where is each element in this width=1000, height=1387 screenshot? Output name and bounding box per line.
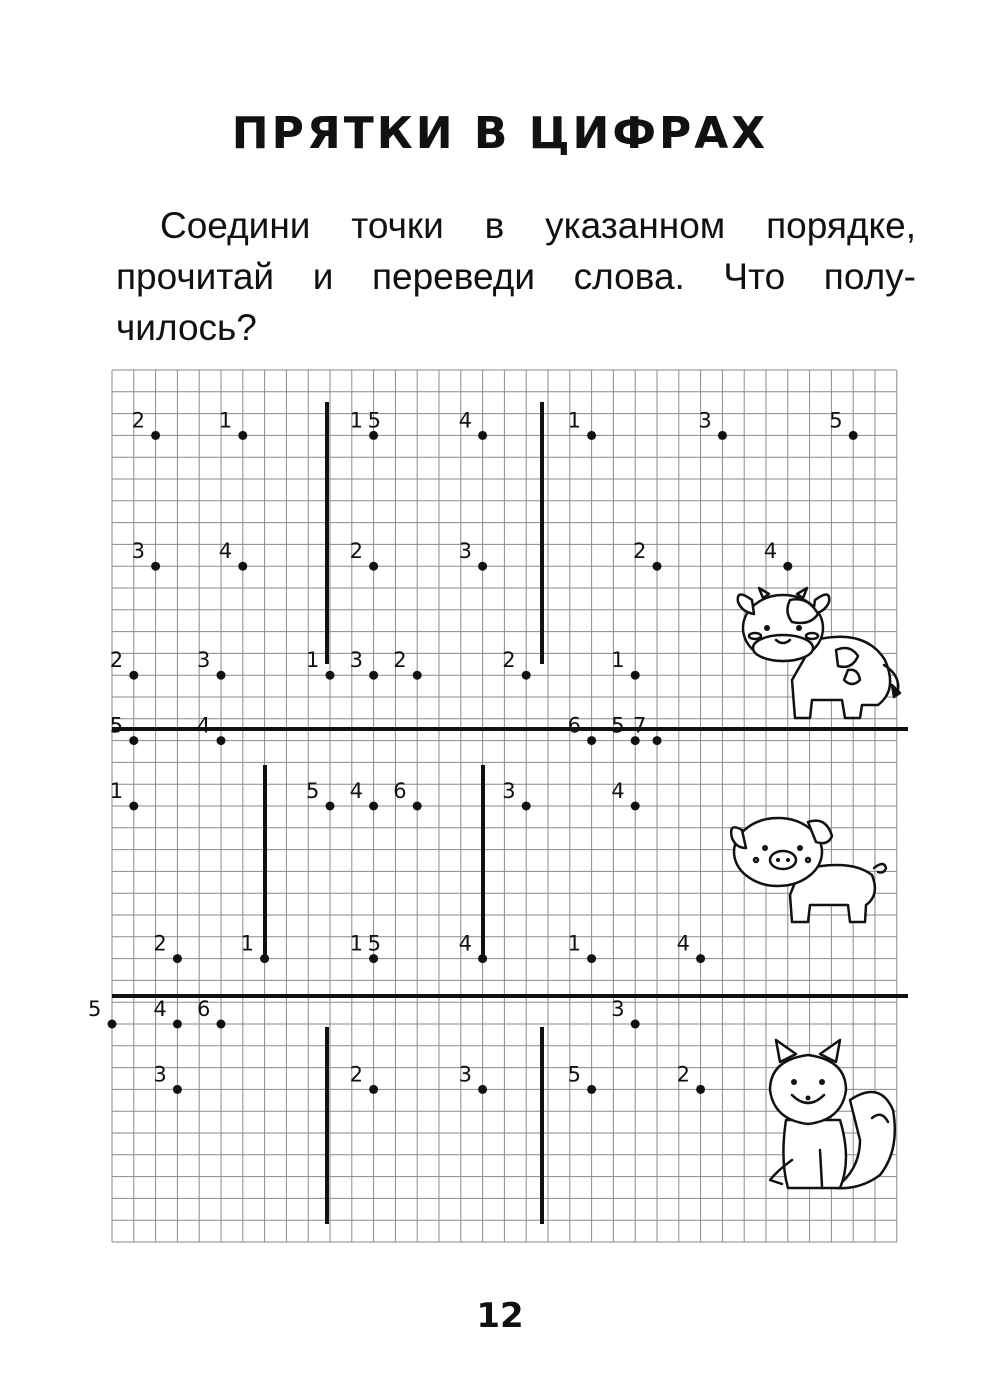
row-3-fox-letter-3-dot bbox=[696, 1085, 705, 1094]
row-3-fox-letter-1-label: 4 bbox=[153, 997, 167, 1021]
row-2-pig-letter-1-dot bbox=[217, 671, 226, 680]
row-1-cow-letter-3-label: 4 bbox=[763, 539, 778, 564]
row-1-cow-letter-3-dot bbox=[587, 431, 596, 440]
numbered-dots bbox=[88, 408, 858, 1094]
row-2-pig-letter-1-label: 3 bbox=[197, 648, 211, 673]
row-3-fox-letter-2-label: 3 bbox=[458, 1062, 472, 1087]
row-1-cow-letter-2-dot bbox=[478, 562, 487, 571]
row-2-pig-letter-3-dot bbox=[653, 736, 662, 745]
row-1-cow-letter-3-label: 2 bbox=[633, 539, 647, 564]
row-3-fox-letter-1-dot bbox=[173, 1085, 182, 1094]
row-3-fox-letter-1-label: 1 bbox=[240, 931, 254, 956]
row-1-cow-letter-1-label: 2 bbox=[131, 408, 145, 433]
row-2-pig-letter-2-dot bbox=[369, 802, 378, 811]
row-2-pig-letter-3-label: 1 bbox=[611, 648, 625, 673]
row-2-pig-letter-1-label: 2 bbox=[109, 648, 124, 673]
row-2-pig-letter-1-label: 5 bbox=[109, 713, 124, 738]
row-1-cow-letter-3-label: 1 bbox=[567, 408, 581, 433]
row-1-cow-letter-1-dot bbox=[238, 562, 247, 571]
row-1-cow-letter-1-dot bbox=[238, 431, 247, 440]
row-3-fox-letter-2-dot bbox=[369, 1085, 378, 1094]
row-3-fox-letter-3-dot bbox=[587, 1085, 596, 1094]
row-3-fox-letter-3-label: 5 bbox=[567, 1062, 581, 1087]
row-3-fox-letter-1-dot bbox=[173, 1020, 182, 1029]
row-3-fox-letter-1-label: 5 bbox=[88, 997, 102, 1021]
row-2-pig-letter-3-dot bbox=[631, 671, 640, 680]
row-1-cow-letter-2-label: 5 bbox=[367, 408, 381, 433]
row-2-pig-letter-3-dot bbox=[631, 802, 640, 811]
row-2-pig-letter-1-dot bbox=[129, 736, 138, 745]
fox-illustration bbox=[770, 1040, 895, 1188]
instruction-line-3: чилось? bbox=[116, 307, 257, 348]
row-3-fox-letter-2-label: 2 bbox=[349, 1062, 363, 1087]
cow-illustration bbox=[738, 588, 900, 718]
row-2-pig-letter-3-label: 5 bbox=[611, 713, 625, 738]
row-1-cow-letter-3-dot bbox=[653, 562, 662, 571]
row-3-fox-letter-1-label: 6 bbox=[197, 997, 211, 1021]
row-3-fox-letter-3-label: 2 bbox=[676, 1062, 690, 1087]
row-2-pig-letter-3-label: 2 bbox=[502, 648, 516, 673]
row-1-cow-letter-2-label: 2 bbox=[349, 539, 363, 564]
row-2-pig-letter-1-label: 4 bbox=[197, 713, 211, 738]
row-3-fox-letter-1-label: 3 bbox=[153, 1062, 167, 1087]
row-1-cow-letter-2-label: 4 bbox=[458, 408, 472, 433]
row-1-cow-letter-2-label: 3 bbox=[458, 539, 472, 564]
row-2-pig-letter-3-dot bbox=[522, 671, 531, 680]
row-2-pig-letter-1-dot bbox=[217, 736, 226, 745]
row-2-pig-letter-2-dot bbox=[413, 802, 422, 811]
row-3-fox-letter-3-dot bbox=[587, 954, 596, 963]
instruction-line-1: Соедини точки в указанном порядке, bbox=[160, 205, 916, 246]
row-2-pig-letter-2-label: 6 bbox=[393, 779, 407, 803]
row-1-cow-letter-1-label: 4 bbox=[218, 539, 233, 564]
row-1-cow-letter-1-dot bbox=[151, 431, 160, 440]
row-3-fox-letter-2-dot bbox=[478, 954, 487, 963]
row-3-fox-letter-3-dot bbox=[696, 954, 705, 963]
row-2-pig-letter-3-label: 4 bbox=[611, 779, 625, 803]
row-1-cow-letter-2-dot bbox=[369, 562, 378, 571]
row-1-cow-letter-3-dot bbox=[783, 562, 792, 571]
row-3-fox-letter-3-dot bbox=[631, 1020, 640, 1029]
row-3-fox-letter-3-label: 3 bbox=[611, 997, 625, 1021]
row-1-cow-letter-2-dot bbox=[478, 431, 487, 440]
row-2-pig-letter-2-dot bbox=[413, 671, 422, 680]
row-1-cow-letter-1-label: 1 bbox=[218, 408, 233, 433]
row-3-fox-letter-2-dot bbox=[478, 1085, 487, 1094]
row-2-pig-letter-2-label: 1 bbox=[306, 648, 320, 673]
row-1-cow-letter-3-label: 5 bbox=[829, 408, 843, 433]
row-2-pig-letter-2-label: 5 bbox=[306, 779, 320, 803]
row-2-pig-letter-1-dot bbox=[129, 671, 138, 680]
row-3-fox-letter-1-dot bbox=[217, 1020, 226, 1029]
row-2-pig-letter-2-label: 4 bbox=[349, 779, 363, 803]
row-2-pig-letter-3-label: 6 bbox=[567, 713, 581, 738]
row-2-pig-letter-3-dot bbox=[522, 802, 531, 811]
row-3-fox-letter-1-dot bbox=[260, 954, 269, 963]
row-2-pig-letter-2-label: 2 bbox=[393, 648, 407, 673]
row-3-fox-letter-1-dot bbox=[108, 1020, 117, 1029]
row-1-cow-letter-2-label: 1 bbox=[349, 408, 363, 433]
row-3-fox-letter-3-label: 1 bbox=[567, 931, 581, 956]
row-2-pig-letter-1-label: 1 bbox=[109, 779, 124, 803]
row-2-pig-letter-3-label: 7 bbox=[633, 713, 647, 738]
row-1-cow-letter-3-dot bbox=[718, 431, 727, 440]
instruction-line-2: прочитай и переведи слова. Что полу- bbox=[116, 256, 916, 297]
row-3-fox-letter-1-label: 2 bbox=[153, 931, 167, 956]
page-number: 12 bbox=[476, 1296, 524, 1336]
row-2-pig-letter-3-label: 3 bbox=[502, 779, 516, 803]
row-1-cow-letter-1-dot bbox=[151, 562, 160, 571]
row-2-pig-letter-2-dot bbox=[326, 671, 335, 680]
row-3-fox-letter-2-label: 5 bbox=[367, 931, 381, 956]
row-2-pig-letter-3-dot bbox=[587, 736, 596, 745]
row-2-pig-letter-2-dot bbox=[326, 802, 335, 811]
row-3-fox-letter-2-label: 4 bbox=[458, 931, 472, 956]
page-title: ПРЯТКИ В ЦИФРАХ bbox=[231, 108, 769, 159]
row-1-cow-letter-1-label: 3 bbox=[131, 539, 145, 564]
row-2-pig-letter-1-dot bbox=[129, 802, 138, 811]
row-2-pig-letter-2-label: 3 bbox=[349, 648, 363, 673]
row-3-fox-letter-2-label: 1 bbox=[349, 931, 363, 956]
row-1-cow-letter-3-label: 3 bbox=[698, 408, 712, 433]
pig-illustration bbox=[731, 818, 886, 922]
row-2-pig-letter-2-dot bbox=[369, 671, 378, 680]
row-3-fox-letter-1-dot bbox=[173, 954, 182, 963]
row-1-cow-letter-3-dot bbox=[849, 431, 858, 440]
row-3-fox-letter-3-label: 4 bbox=[676, 931, 690, 956]
